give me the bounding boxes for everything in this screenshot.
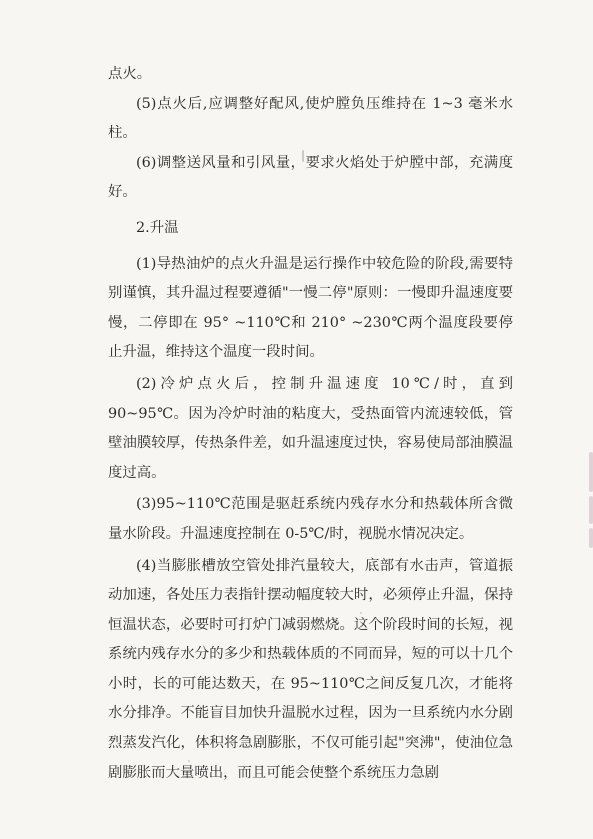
paragraph-heating-4: (4)当膨胀槽放空管处排汽量较大，底部有水击声，管道振动加速，各处压力表指针摆动幅度较大时，必须停止升温，保持恒温状态，必要时可打炉门减弱燃烧。这个阶段时间的长短，视系统内残存水分的多少和热载体质的不同而异，短的可以十几个小时，长的可能达数天，在 95~110℃之间反复几次，才能将水分排净。不能盲目加快升温脱水过程，因为一旦系统内水分剧烈蒸发汽化，体积将急剧膨胀，不仅可能引起"突沸"，使油位急剧膨胀而大量喷出，而且可能会使整个系统压力急剧 [108,557,513,781]
section-heading-heating: 2.升温 [136,219,179,236]
scan-speck [232,98,234,100]
paragraph-heating-1: (1)导热油炉的点火升温是运行操作中较危险的阶段,需要特别谨慎，其升温过程要遵循"一慢二停"原则：一慢即升温速度要慢，二停即在 95° ~110℃和 210° ~230℃两个温度段要停止升温，维持这个温度一段时间。 [108,255,513,361]
paragraph-heating-3: (3)95~110℃范围是驱赶系统内残存水分和热载体所含微量水阶段。升温速度控制在 0-5℃/时，视脱水情况决定。 [108,496,513,542]
paragraph-step-5: (5)点火后,应调整好配风,使炉膛负压维持在 1~3 毫米水柱。 [108,95,513,142]
paragraph-step-6: (6)调整送风量和引风量，要求火焰处于炉膛中部，充满度好。 [108,154,513,201]
scan-speck [188,760,190,762]
paragraph-heating-2: (2)冷炉点火后，控制升温速度 10℃/时，直到 90~95℃。因为冷炉时油的粘度大，受热面管内流速较低，管壁油膜较厚，传热条件差，如升温速度过快，容易使局部油膜温度过高。 [108,375,513,481]
scan-speck [360,612,362,614]
scan-speck [302,150,304,162]
edge-bleed-mark [589,496,593,524]
edge-bleed-mark [589,452,593,492]
paragraph-continuation: 点火。 [108,66,152,82]
edge-bleed-mark [589,528,593,548]
document-text [108,60,513,788]
